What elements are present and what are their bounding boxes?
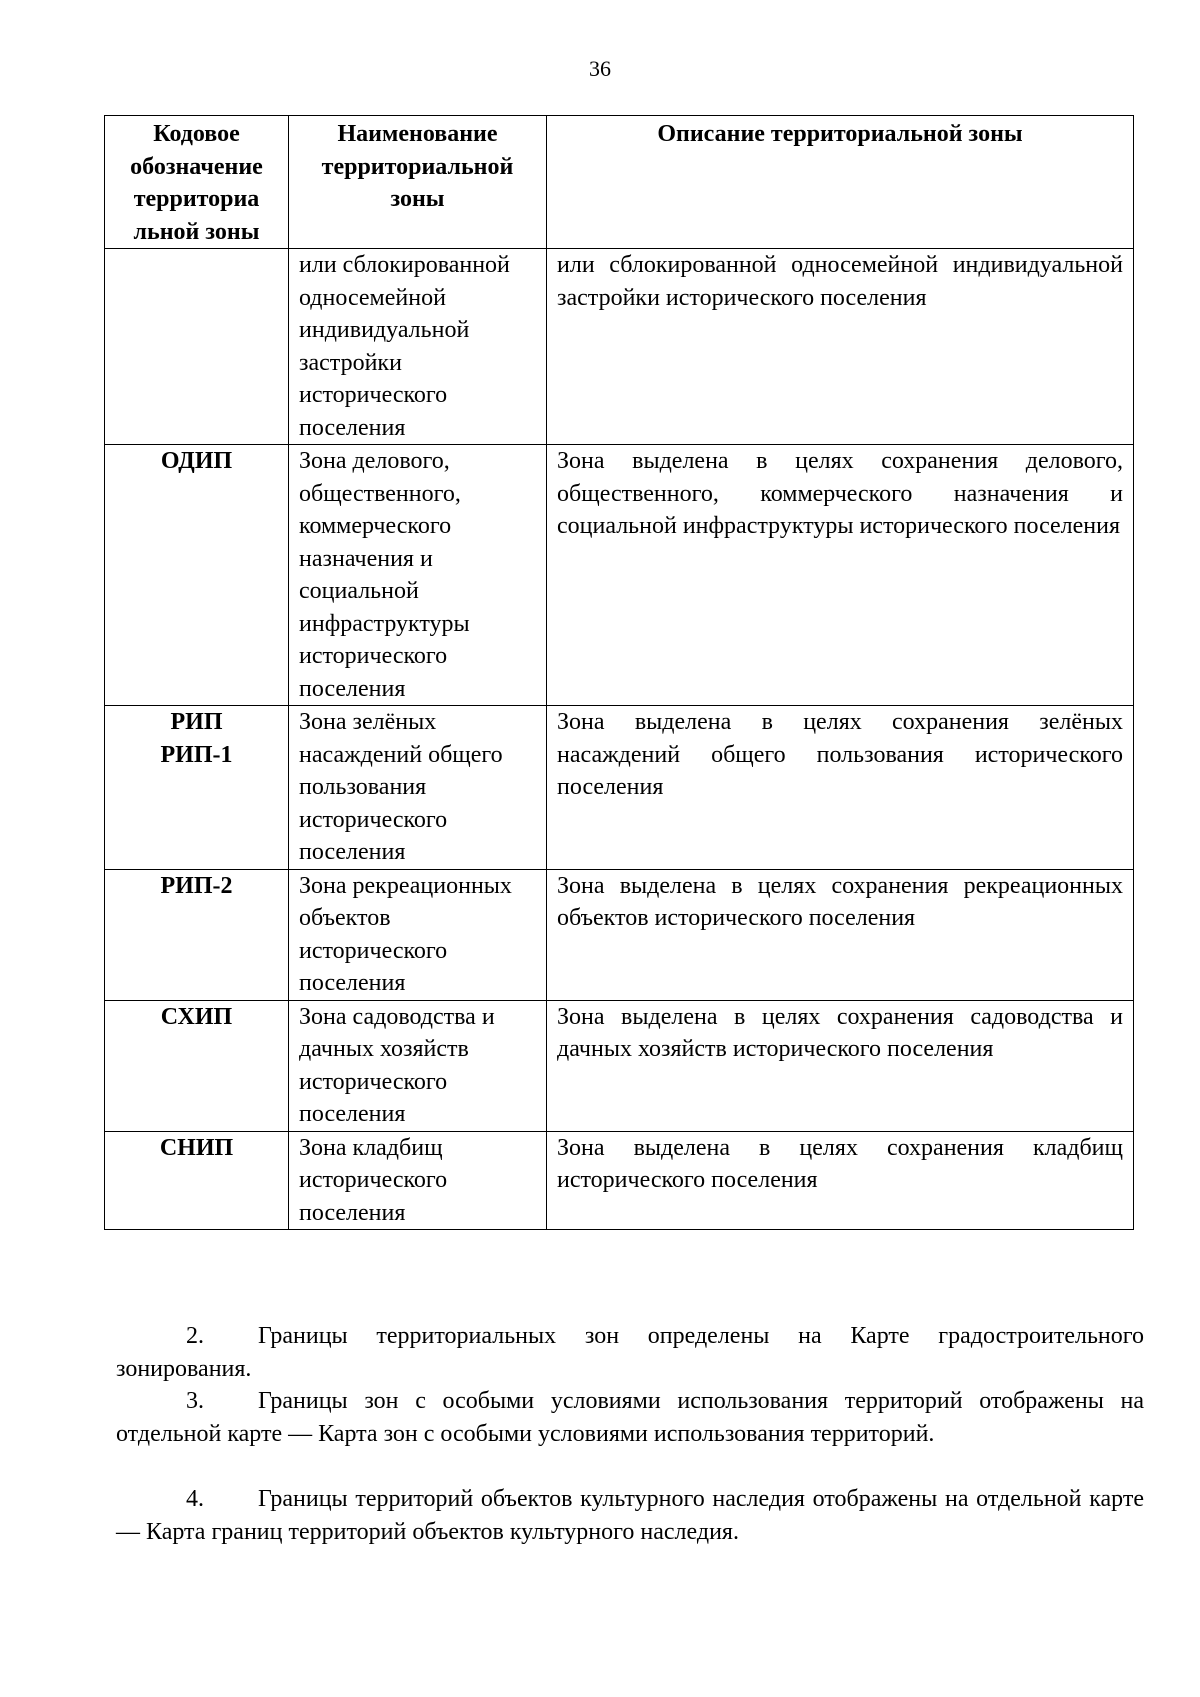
zone-name-cell: или сблокированной односемейной индивидуальной застройки исторического поселения (289, 249, 547, 445)
zone-code: ОДИП (160, 448, 233, 474)
table-header-row (105, 116, 1134, 249)
zone-code: РИП-2 (160, 872, 233, 899)
paragraph-2 (116, 1320, 1144, 1385)
zone-code-cell (105, 445, 289, 706)
page-number: 36 (589, 56, 611, 81)
header-description: Описание территориальной зоны (547, 116, 1134, 249)
zone-name-cell: Зона рекреационных объектов исторического поселения (289, 869, 547, 1000)
zone-description-cell: Зона выделена в целях сохранения садоводства и дачных хозяйств исторического поселения (547, 1000, 1134, 1131)
paragraph-text: Границы зон с особыми условиями использования территорий отображены на отдельной карте — Карта зон с особыми условиями использования территорий. (116, 1388, 1144, 1447)
table-row (105, 249, 1134, 445)
zone-code: СХИП (160, 1003, 233, 1030)
table-row (105, 445, 1134, 706)
table-row (105, 706, 1134, 870)
zone-name-cell: Зона садоводства и дачных хозяйств исторического поселения (289, 1000, 547, 1131)
zone-description-cell: Зона выделена в целях сохранения рекреационных объектов исторического поселения (547, 869, 1134, 1000)
paragraph-number: 4. (186, 1486, 204, 1512)
zone-description-cell: Зона выделена в целях сохранения делового, общественного, коммерческого назначения и социальной инфраструктуры исторического поселения (547, 445, 1134, 706)
zone-code-cell (105, 706, 289, 870)
zone-name-cell: Зона зелёных насаждений общего пользования исторического поселения (289, 706, 547, 870)
zone-description-cell: Зона выделена в целях сохранения зелёных насаждений общего пользования исторического поселения (547, 706, 1134, 870)
zone-code: РИП (170, 709, 223, 735)
zone-name-cell: Зона делового, общественного, коммерческого назначения и социальной инфраструктуры исторического поселения (289, 445, 547, 706)
paragraph-text: Границы территорий объектов культурного наследия отображены на отдельной карте — Карта границ территорий объектов культурного наследия. (116, 1486, 1144, 1545)
zone-code-cell (105, 1000, 289, 1131)
table-row (105, 869, 1134, 1000)
zone-code-cell (105, 249, 289, 445)
table-row (105, 1131, 1134, 1230)
zone-description-cell: или сблокированной односемейной индивидуальной застройки исторического поселения (547, 249, 1134, 445)
header-name: Наименование территориальной зоны (289, 116, 547, 249)
paragraph-number: 3. (186, 1388, 204, 1414)
paragraph-number: 2. (186, 1323, 204, 1349)
zone-description-cell: Зона выделена в целях сохранения кладбищ исторического поселения (547, 1131, 1134, 1230)
zone-name-cell: Зона кладбищ исторического поселения (289, 1131, 547, 1230)
paragraph-text: Границы территориальных зон определены на Карте градостроительного зонирования. (116, 1323, 1144, 1382)
header-code: Кодовое обозначение территориа льной зоны (105, 116, 289, 249)
paragraph-3 (116, 1385, 1144, 1450)
zone-code-cell (105, 1131, 289, 1230)
zone-code-cell (105, 869, 289, 1000)
zone-code: РИП-1 (160, 741, 233, 768)
zones-table (104, 115, 1134, 1230)
zone-code: СНИП (159, 1134, 234, 1161)
table-row (105, 1000, 1134, 1131)
paragraph-4 (116, 1483, 1144, 1548)
